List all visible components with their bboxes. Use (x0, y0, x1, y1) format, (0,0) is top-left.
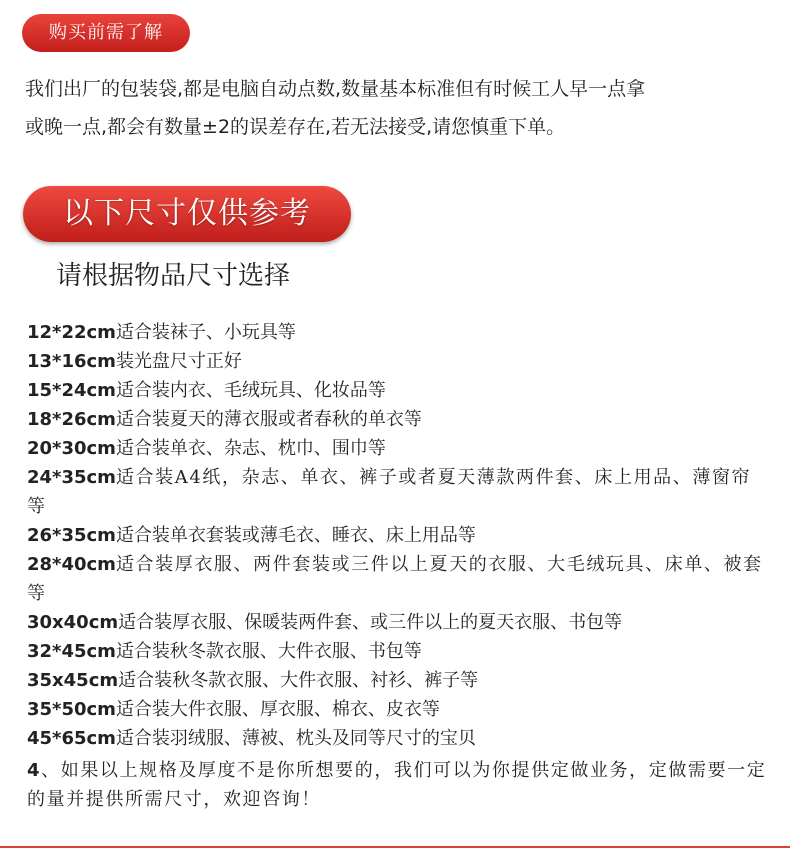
size-description: 适合装羽绒服、薄被、枕头及同等尺寸的宝贝 (115, 728, 476, 749)
size-description: 适合装厚衣服、两件套装或三件以上夏天的衣服、大毛绒玩具、床单、被套等 (27, 554, 763, 604)
size-reference-badge: 以下尺寸仅供参考 (23, 186, 351, 242)
size-item (27, 666, 767, 695)
size-value: 15*24cm (27, 380, 116, 401)
size-value: 13*16cm (27, 351, 116, 372)
size-item (27, 695, 767, 724)
size-value: 28*40cm (27, 554, 116, 575)
size-select-subtitle: 请根据物品尺寸选择 (56, 261, 291, 291)
size-item (27, 550, 767, 608)
size-item (27, 521, 767, 550)
size-item (27, 347, 767, 376)
intro-line-1: 我们出厂的包装袋,都是电脑自动点数,数量基本标准但有时候工人早一点拿 (25, 78, 646, 100)
intro-paragraph (25, 70, 765, 146)
size-description: 适合装单衣、杂志、枕巾、围巾等 (115, 438, 386, 459)
size-item (27, 405, 767, 434)
size-description: 适合装秋冬款衣服、大件衣服、书包等 (115, 641, 422, 662)
size-value: 30x40cm (27, 612, 119, 633)
size-value: 26*35cm (27, 525, 116, 546)
size-item (27, 318, 767, 347)
size-value: 35x45cm (27, 670, 119, 691)
size-list (27, 318, 767, 753)
size-description: 适合装夏天的薄衣服或者春秋的单衣等 (115, 409, 422, 430)
size-item (27, 434, 767, 463)
bottom-divider (0, 846, 790, 848)
size-item (27, 608, 767, 637)
size-description: 适合装内衣、毛绒玩具、化妆品等 (115, 380, 386, 401)
size-value: 20*30cm (27, 438, 116, 459)
intro-line-2: 或晚一点,都会有数量±2的误差存在,若无法接受,请您慎重下单。 (25, 116, 566, 138)
size-value: 18*26cm (27, 409, 116, 430)
size-description: 适合装秋冬款衣服、大件衣服、衬衫、裤子等 (118, 670, 479, 691)
purchase-notice-badge: 购买前需了解 (22, 14, 190, 52)
size-description: 适合装袜子、小玩具等 (115, 322, 296, 343)
size-description: 适合装厚衣服、保暖装两件套、或三件以上的夏天衣服、书包等 (118, 612, 623, 633)
note-text: 、如果以上规格及厚度不是你所想要的，我们可以为你提供定做业务，定做需要一定的量并提供所需尺寸，欢迎咨询！ (27, 760, 767, 810)
size-description: 装光盘尺寸正好 (115, 351, 242, 372)
size-item (27, 724, 767, 753)
size-value: 35*50cm (27, 699, 116, 720)
size-item (27, 463, 767, 521)
size-description: 适合装A4纸，杂志、单衣、裤子或者夏天薄款两件套、床上用品、薄窗帘等 (27, 467, 752, 517)
size-value: 32*45cm (27, 641, 116, 662)
size-value: 24*35cm (27, 467, 116, 488)
custom-order-note (27, 756, 767, 814)
size-description: 适合装单衣套装或薄毛衣、睡衣、床上用品等 (115, 525, 476, 546)
size-value: 45*65cm (27, 728, 116, 749)
size-description: 适合装大件衣服、厚衣服、棉衣、皮衣等 (115, 699, 440, 720)
size-item (27, 637, 767, 666)
note-number: 4 (27, 760, 42, 781)
size-value: 12*22cm (27, 322, 116, 343)
size-item (27, 376, 767, 405)
